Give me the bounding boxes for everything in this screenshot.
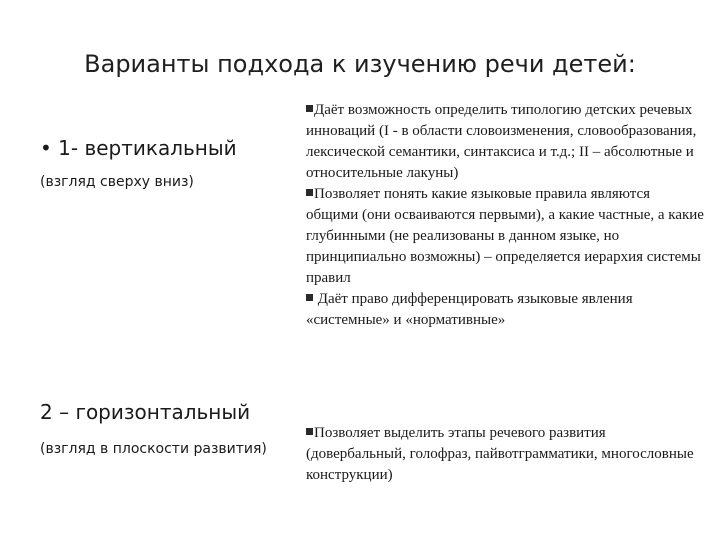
list-item [306, 423, 706, 486]
list-item [306, 184, 706, 289]
square-bullet-icon [306, 428, 313, 435]
list-item-text: Даёт возможность определить типологию детских речевых инноваций (I - в области словоизменения, словообразования, лексической семантики, синтаксиса и т.д.; II – абсолютные и относительные лакуны) [306, 102, 697, 181]
list-item-text: Даёт право дифференцировать языковые явления «системные» и «нормативные» [306, 291, 633, 328]
vertical-approach-points [306, 100, 706, 331]
vertical-approach-heading: • 1- вертикальный [40, 136, 237, 160]
square-bullet-icon [306, 189, 313, 196]
horizontal-approach-subheading: (взгляд в плоскости развития) [40, 441, 267, 457]
horizontal-approach-points [306, 423, 706, 486]
square-bullet-icon [306, 105, 313, 112]
slide-title: Варианты подхода к изучению речи детей: [84, 50, 636, 78]
list-item [306, 100, 706, 184]
horizontal-approach-heading: 2 – горизонтальный [40, 400, 251, 424]
square-bullet-icon [306, 294, 313, 301]
list-item-text: Позволяет понять какие языковые правила являются общими (они осваиваются первыми), а какие частные, а какие глубинными (не реализованы в данном языке, но принципиально возможны) – определяется иерархия системы правил [306, 186, 704, 286]
list-item [306, 289, 706, 331]
vertical-approach-subheading: (взгляд сверху вниз) [40, 174, 194, 190]
list-item-text: Позволяет выделить этапы речевого развития (довербальный, голофраз, пайвотграмматики, многословные конструкции) [306, 425, 694, 483]
